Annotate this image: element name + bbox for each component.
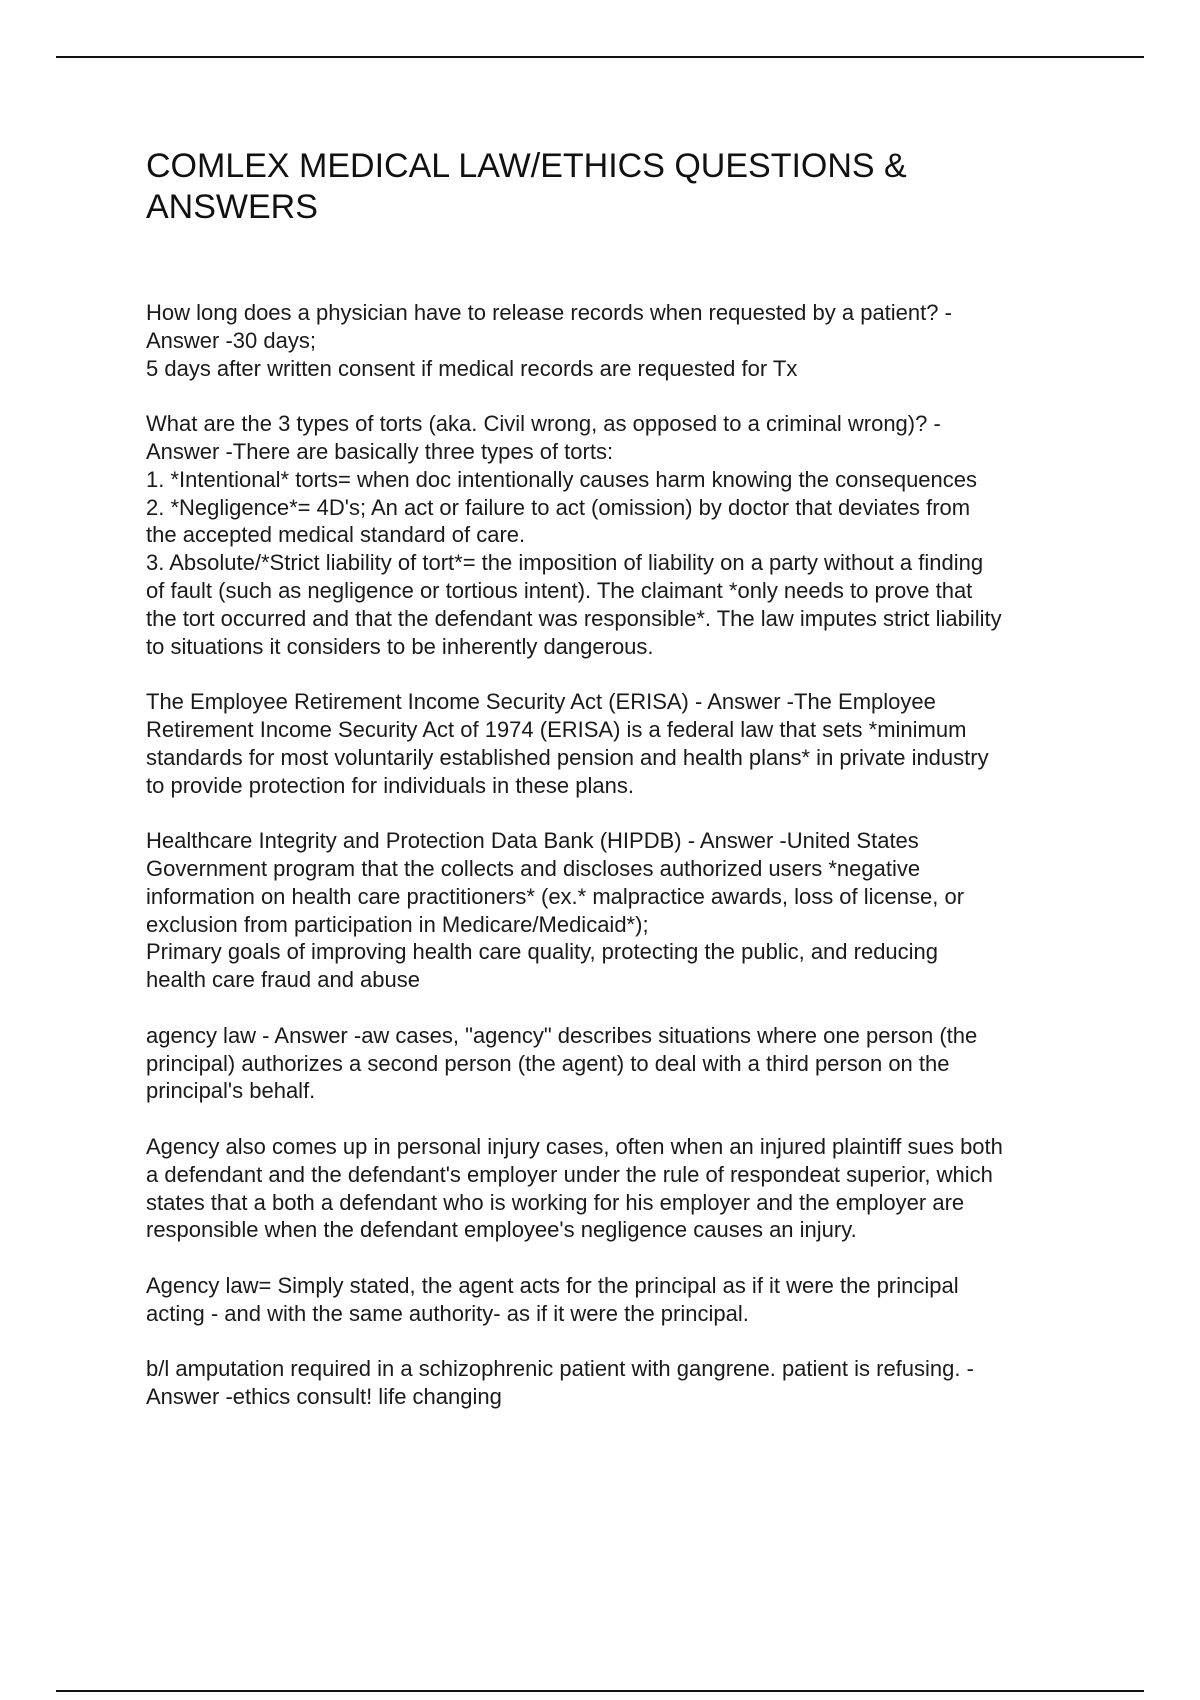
qa-entry-hipdb: Healthcare Integrity and Protection Data Bank (HIPDB) - Answer -United States Government program that the collects and discloses authorized users *negative information on health care practitioners* (ex.* malpractice awards, loss of license, or exclusion from participation in Medicare/Medicaid*); Primary goals of improving health care quality, protecting the public, and reducing health care fraud and abuse [146,828,965,993]
qa-entry-agency-personal-injury: Agency also comes up in personal injury cases, often when an injured plaintiff sues both a defendant and the defendant's employer under the rule of respondeat superior, which states that a both a defendant who is working for his employer and the employer are responsible when the defendant employee's negligence causes an injury. [146,1133,1003,1243]
document-title: COMLEX MEDICAL LAW/ETHICS QUESTIONS & ANSWERS [146,147,907,226]
qa-entry-erisa: The Employee Retirement Income Security Act (ERISA) - Answer -The Employee Retirement Income Security Act of 1974 (ERISA) is a federal law that sets *minimum standards for most voluntarily established pension and health plans* in private industry to provide protection for individuals in these plans. [146,689,989,798]
qa-entry-agency-law: agency law - Answer -aw cases, "agency" describes situations where one person (the principal) authorizes a second person (the agent) to deal with a third person on the principal's behalf. [146,1022,978,1104]
document-page [146,146,1096,1439]
qa-entry-tort-types: What are the 3 types of torts (aka. Civil wrong, as opposed to a criminal wrong)? - Answer -There are basically three types of torts: 1. *Intentional* torts= when doc intentionally causes harm knowing the consequences 2. *Negligence*= 4D's; An act or failure to act (omission) by doctor that deviates from the accepted medical standard of care. 3. Absolute/*Strict liability of tort*= the imposition of liability on a party without a finding of fault (such as negligence or tortious intent). The claimant *only needs to prove that the tort occurred and that the defendant was responsible*. The law imputes strict liability to situations it considers to be inherently dangerous. [146,411,1002,659]
top-rule [56,56,1144,58]
qa-entry-amputation-refusal: b/l amputation required in a schizophrenic patient with gangrene. patient is refusing. - Answer -ethics consult! life changing [146,1356,974,1410]
qa-entry-record-release: How long does a physician have to release records when requested by a patient? - Answer -30 days; 5 days after written consent if medical records are requested for Tx [146,300,952,381]
qa-list [146,299,1096,1411]
qa-entry-agency-law-summary: Agency law= Simply stated, the agent acts for the principal as if it were the principal acting - and with the same authority- as if it were the principal. [146,1272,959,1326]
bottom-rule [56,1690,1144,1692]
